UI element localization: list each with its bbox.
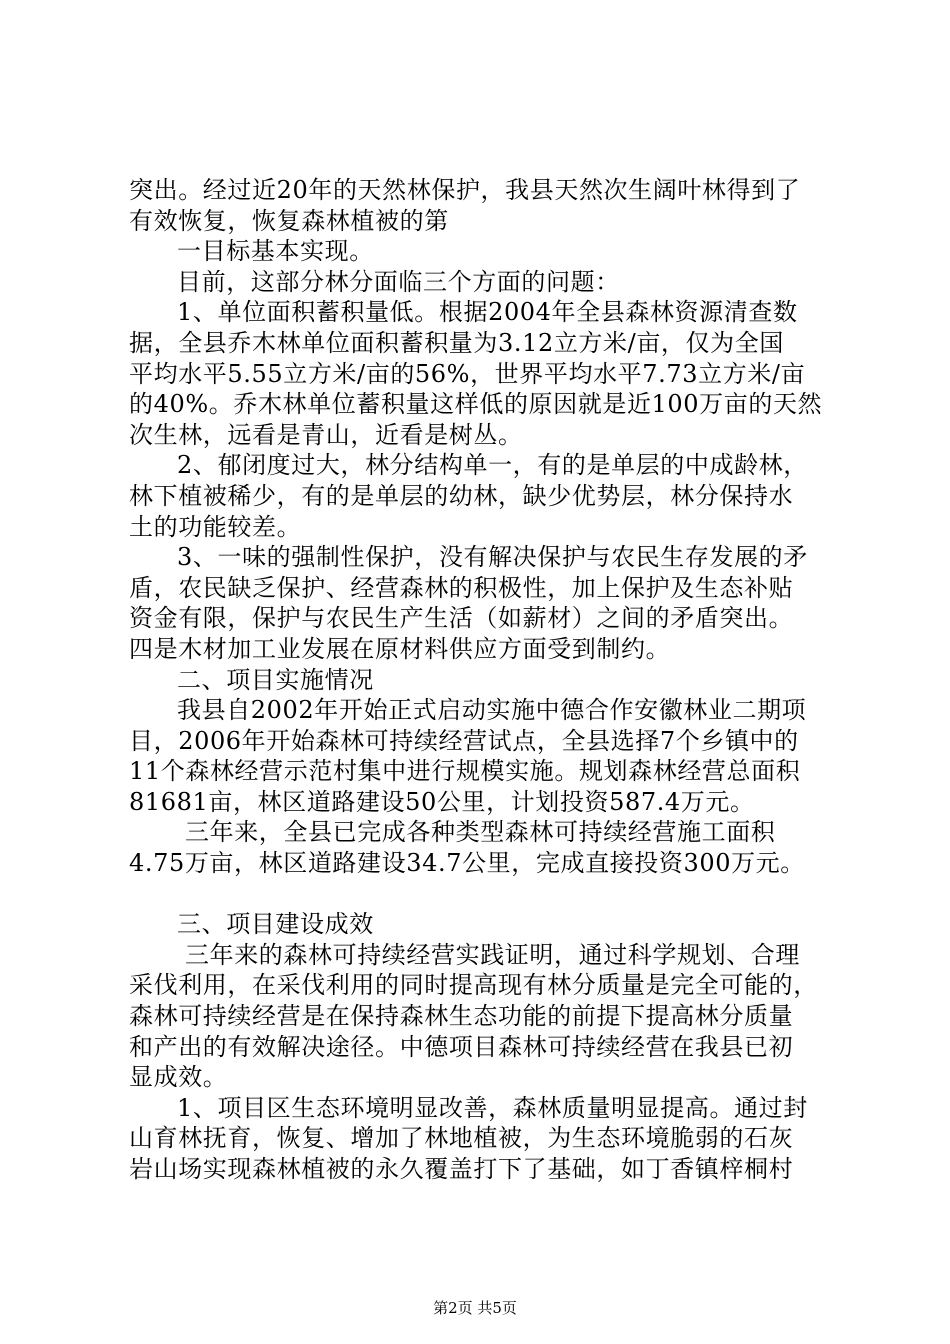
text-line: 岩山场实现森林植被的永久覆盖打下了基础，如丁香镇梓桐村 <box>129 1155 794 1183</box>
text-line: 次生林，远看是青山，近看是树丛。 <box>129 420 523 449</box>
text-line: 11个森林经营示范村集中进行规模实施。规划森林经营总面积 <box>129 757 801 786</box>
text-line: 土的功能较差。 <box>129 512 302 541</box>
text-line: 突出。经过近20年的天然林保护，我县天然次生阔叶林得到了 <box>129 176 801 204</box>
text-line: 4.75万亩，林区道路建设34.7公里，完成直接投资300万元。 <box>129 849 805 878</box>
text-line: 81681亩，林区道路建设50公里，计划投资587.4万元。 <box>129 787 755 816</box>
text-line: 目前，这部分林分面临三个方面的问题： <box>177 267 620 296</box>
text-line: 的40%。乔木林单位蓄积量这样低的原因就是近100万亩的天然 <box>129 390 823 419</box>
text-line: 资金有限，保护与农民生产生活（如薪材）之间的矛盾突出。 <box>129 604 794 633</box>
page-number-footer: 第2页 共5页 <box>433 1299 517 1317</box>
document-body <box>129 175 829 1185</box>
blank-line <box>129 879 829 910</box>
text-line: 林下植被稀少，有的是单层的幼林，缺少优势层，林分保持水 <box>129 481 794 510</box>
text-line: 1、项目区生态环境明显改善，森林质量明显提高。通过封 <box>177 1093 808 1122</box>
text-line: 采伐利用，在采伐利用的同时提高现有林分质量是完全可能的， <box>129 971 818 1000</box>
text-line: 2、郁闭度过大，林分结构单一，有的是单层的中成龄林， <box>177 451 808 480</box>
text-line: 平均水平5.55立方米/亩的56%，世界平均水平7.73立方米/亩 <box>129 359 806 388</box>
text-line: 三年来，全县已完成各种类型森林可持续经营施工面积 <box>185 818 776 847</box>
text-line: 一目标基本实现。 <box>177 237 374 266</box>
text-line: 四是木材加工业发展在原材料供应方面受到制约。 <box>129 634 671 663</box>
text-line: 森林可持续经营是在保持森林生态功能的前提下提高林分质量 <box>129 1002 794 1031</box>
text-line: 3、一味的强制性保护，没有解决保护与农民生存发展的矛 <box>177 543 808 572</box>
text-line: 显成效。 <box>129 1063 228 1092</box>
text-line: 山育林抚育，恢复、增加了林地植被，为生态环境脆弱的石灰 <box>129 1124 794 1153</box>
text-line: 目，2006年开始森林可持续经营试点，全县选择7个乡镇中的 <box>129 726 799 755</box>
text-line: 和产出的有效解决途径。中德项目森林可持续经营在我县已初 <box>129 1032 794 1061</box>
text-line: 我县自2002年开始正式启动实施中德合作安徽林业二期项 <box>177 696 807 725</box>
text-line: 1、单位面积蓄积量低。根据2004年全县森林资源清查数 <box>177 298 798 327</box>
text-line: 三年来的森林可持续经营实践证明，通过科学规划、合理 <box>185 940 800 969</box>
text-line: 据，全县乔木林单位面积蓄积量为3.12立方米/亩，仅为全国 <box>129 328 784 357</box>
text-line: 盾，农民缺乏保护、经营森林的积极性，加上保护及生态补贴 <box>129 573 794 602</box>
section-heading: 三、项目建设成效 <box>177 910 374 939</box>
section-heading: 二、项目实施情况 <box>177 665 374 694</box>
text-line: 有效恢复，恢复森林植被的第 <box>129 206 449 235</box>
